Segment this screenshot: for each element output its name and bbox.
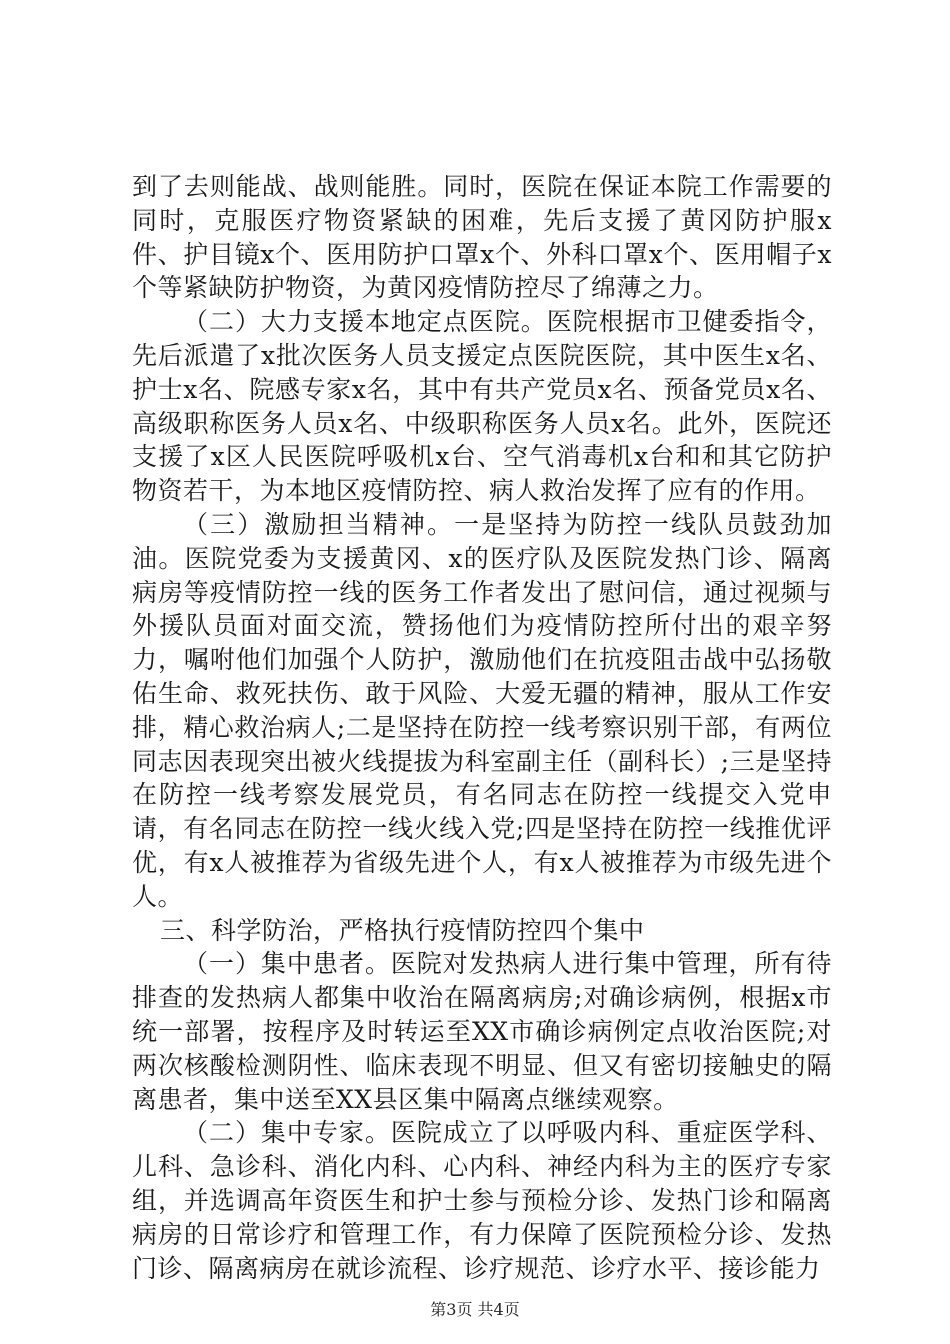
paragraph-encourage-responsibility: （三）激励担当精神。一是坚持为防控一线队员鼓劲加油。医院党委为支援黄冈、x的医疗队及医院发热门诊、隔离病房等疫情防控一线的医务工作者发出了慰问信，通过视频与外援队员面对面交流，赞扬他们为疫情防控所付出的艰辛努力，嘱咐他们加强个人防护，激励他们在抗疫阻击战中弘扬敬佑生命、救死扶伤、敢于风险、大爱无疆的精神，服从工作安排，精心救治病人;二是坚持在防控一线考察识别干部，有两位同志因表现突出被火线提拔为科室副主任（副科长）;三是坚持在防控一线考察发展党员，有名同志在防控一线提交入党申请，有名同志在防控一线火线入党;四是坚持在防控一线推优评优，有x人被推荐为省级先进个人，有x人被推荐为市级先进个人。	[132, 509, 832, 911]
paragraph-concentrate-experts: （二）集中专家。医院成立了以呼吸内科、重症医学科、儿科、急诊科、消化内科、心内科、神经内科为主的医疗专家组，并选调高年资医生和护士参与预检分诊、发热门诊和隔离病房的日常诊疗和管理工作，有力保障了医院预检分诊、发热门诊、隔离病房在就诊流程、诊疗规范、诊疗水平、接诊能力	[132, 1118, 832, 1283]
page-number-footer: 第3页 共4页	[430, 1300, 520, 1319]
document-body	[132, 170, 832, 1285]
paragraph-concentrate-patients: （一）集中患者。医院对发热病人进行集中管理，所有待排查的发热病人都集中收治在隔离病房;对确诊病例，根据x市统一部署，按程序及时转运至XX市确诊病例定点收治医院;对两次核酸检测阴性、临床表现不明显、但又有密切接触史的隔离患者，集中送至XX县区集中隔离点继续观察。	[132, 949, 832, 1114]
section-heading-scientific-prevention: 三、科学防治，严格执行疫情防控四个集中	[160, 915, 645, 945]
paragraph-support-local-hospitals: （二）大力支援本地定点医院。医院根据市卫健委指令，先后派遣了x批次医务人员支援定点医院医院，其中医生x名、护士x名、院感专家x名，其中有共产党员x名、预备党员x名、高级职称医务人员x名、中级职称医务人员x名。此外，医院还支援了x区人民医院呼吸机x台、空气消毒机x台和和其它防护物资若干，为本地区疫情防控、病人救治发挥了应有的作用。	[132, 307, 832, 506]
paragraph-continuation: 到了去则能战、战则能胜。同时，医院在保证本院工作需要的同时，克服医疗物资紧缺的困难，先后支援了黄冈防护服x件、护目镜x个、医用防护口罩x个、外科口罩x个、医用帽子x个等紧缺防护物资，为黄冈疫情防控尽了绵薄之力。	[132, 172, 832, 303]
